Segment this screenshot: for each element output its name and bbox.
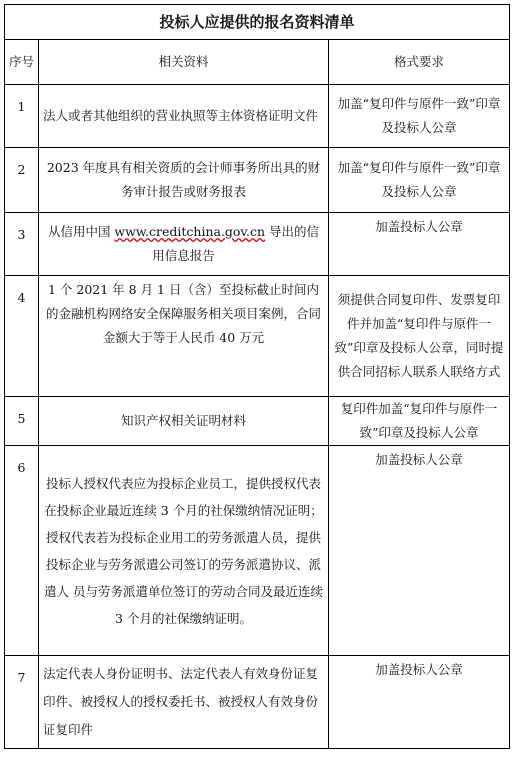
- row-material: [39, 213, 329, 276]
- row-material: 法人或者其他组织的营业执照等主体资格证明文件: [39, 85, 329, 148]
- row-format: 加盖投标人公章: [329, 446, 510, 656]
- table-row: [5, 276, 510, 397]
- header-num: 序号: [5, 40, 39, 85]
- row-num: 6: [5, 446, 39, 656]
- row-format: 复印件加盖“复印件与原件一致”印章及投标人公章: [329, 397, 510, 446]
- row-num: 3: [5, 213, 39, 276]
- table-row: [5, 85, 510, 148]
- table-row: [5, 148, 510, 213]
- header-row: [5, 40, 510, 85]
- material-suffix: 导出的信用信息报告: [152, 224, 320, 263]
- table-row: [5, 397, 510, 446]
- creditchina-link[interactable]: www.creditchina.gov.cn: [114, 224, 266, 239]
- header-material: 相关资料: [39, 40, 329, 85]
- header-format: 格式要求: [329, 40, 510, 85]
- row-format: 加盖“复印件与原件一致”印章及投标人公章: [329, 85, 510, 148]
- row-num: 4: [5, 276, 39, 397]
- row-material: 知识产权相关证明材料: [39, 397, 329, 446]
- title-row: [5, 5, 510, 40]
- row-format: 加盖“复印件与原件一致”印章及投标人公章: [329, 148, 510, 213]
- row-num: 1: [5, 85, 39, 148]
- row-num: 2: [5, 148, 39, 213]
- row-format: 加盖投标人公章: [329, 213, 510, 276]
- table-row: [5, 213, 510, 276]
- row-material: 法定代表人身份证明书、法定代表人有效身份证复印件、被授权人的授权委托书、被授权人有效身份证复印件: [39, 656, 329, 749]
- registration-materials-table: [4, 4, 510, 749]
- material-prefix: 从信用中国: [47, 224, 115, 239]
- row-num: 7: [5, 656, 39, 749]
- row-format: 须提供合同复印件、发票复印件并加盖“复印件与原件一致”印章及投标人公章，同时提供合同招标人联系人联络方式: [329, 276, 510, 397]
- table-row: [5, 656, 510, 749]
- row-format: 加盖投标人公章: [329, 656, 510, 749]
- table-title: 投标人应提供的报名资料清单: [5, 5, 510, 40]
- row-material: 投标人授权代表应为投标企业员工，提供授权代表在投标企业最近连续 3 个月的社保缴纳情况证明；授权代表若为投标企业用工的劳务派遣人员，提供投标企业与劳务派遣公司签订的劳务派遣协议、派遣人 员与劳务派遣单位签订的劳动合同及最近连续 3 个月的社保缴纳证明。: [39, 446, 329, 656]
- row-material: 2023 年度具有相关资质的会计师事务所出具的财务审计报告或财务报表: [39, 148, 329, 213]
- row-num: 5: [5, 397, 39, 446]
- row-material: 1 个 2021 年 8 月 1 日（含）至投标截止时间内的金融机构网络安全保障服务相关项目案例，合同金额大于等于人民币 40 万元: [39, 276, 329, 397]
- table-row: [5, 446, 510, 656]
